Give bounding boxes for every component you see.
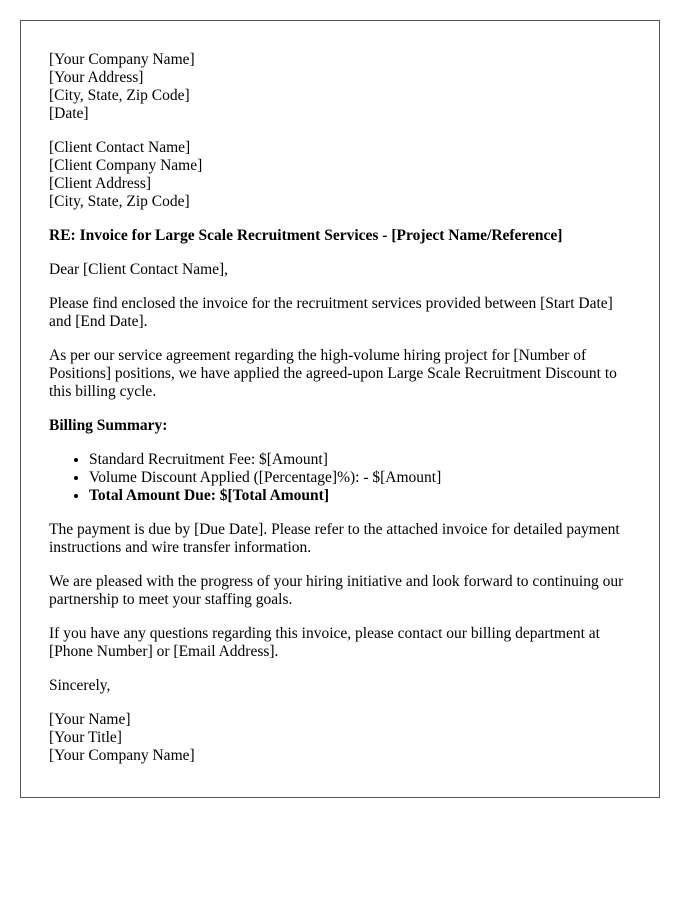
letter-date: [Date] [49, 105, 89, 122]
recipient-address: [Client Address] [49, 175, 152, 192]
sender-city-state-zip: [City, State, Zip Code] [49, 87, 190, 104]
signature-title: [Your Title] [49, 729, 122, 746]
subject-line: RE: Invoice for Large Scale Recruitment Services - [Project Name/Reference] [49, 227, 563, 244]
letter-page [20, 20, 660, 798]
signature-company: [Your Company Name] [49, 747, 195, 764]
paragraph-discount-applied: As per our service agreement regarding the high-volume hiring project for [Number of Positions] positions, we have applied the agreed-upon Large Scale Recruitment Discount to this billing cycle. [49, 347, 617, 400]
paragraph-questions: If you have any questions regarding this invoice, please contact our billing department at [Phone Number] or [Email Address]. [49, 625, 600, 660]
sender-company: [Your Company Name] [49, 51, 195, 68]
recipient-company: [Client Company Name] [49, 157, 203, 174]
billing-summary-heading: Billing Summary: [49, 417, 168, 434]
billing-item-standard-fee: • Standard Recruitment Fee: $[Amount] [89, 451, 631, 469]
salutation: Dear [Client Contact Name], [49, 261, 229, 278]
recipient-block [49, 139, 631, 211]
recipient-city-state-zip: [City, State, Zip Code] [49, 193, 190, 210]
recipient-contact-name: [Client Contact Name] [49, 139, 191, 156]
paragraph-progress: We are pleased with the progress of your hiring initiative and look forward to continuing our partnership to meet your staffing goals. [49, 573, 624, 608]
paragraph-payment-due: The payment is due by [Due Date]. Please refer to the attached invoice for detailed payment instructions and wire transfer information. [49, 521, 620, 556]
sender-block [49, 51, 631, 123]
closing: Sincerely, [49, 677, 111, 694]
signature-name: [Your Name] [49, 711, 131, 728]
paragraph-invoice-enclosed: Please find enclosed the invoice for the recruitment services provided between [Start Date] and [End Date]. [49, 295, 613, 330]
billing-item-volume-discount: • Volume Discount Applied ([Percentage]%): - $[Amount] [89, 469, 631, 487]
billing-item-total-due: • Total Amount Due: $[Total Amount] [89, 487, 631, 505]
billing-summary-list [49, 451, 631, 505]
sender-address: [Your Address] [49, 69, 144, 86]
signature-block [49, 711, 631, 765]
